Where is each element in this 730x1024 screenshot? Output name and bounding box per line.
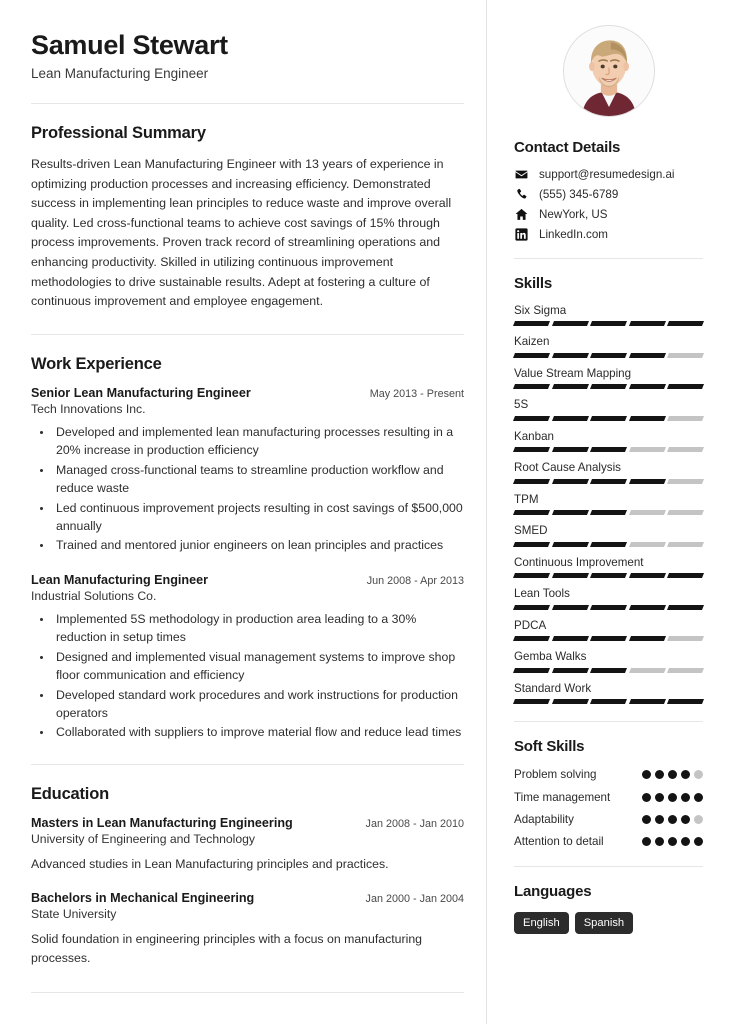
education-entry-degree: Bachelors in Mechanical Engineering <box>31 891 255 906</box>
skill-level-segment <box>552 447 589 452</box>
skill-level-segment <box>552 510 589 515</box>
soft-skills-divider <box>514 866 703 867</box>
skill-item <box>514 367 703 389</box>
skill-label: Continuous Improvement <box>514 555 644 569</box>
soft-skill-dot <box>642 815 651 824</box>
home-icon <box>514 208 528 221</box>
soft-skill-rating <box>642 767 703 779</box>
skill-item <box>514 524 703 546</box>
work-experience-heading: Work Experience <box>31 354 162 373</box>
education-entry-institution: University of Engineering and Technology <box>31 831 256 846</box>
skill-level-segment <box>629 384 666 389</box>
skill-label: Lean Tools <box>514 587 570 601</box>
skill-level-segment <box>552 573 589 578</box>
education-entry-date: Jan 2008 - Jan 2010 <box>365 817 464 830</box>
candidate-name: Samuel Stewart <box>31 30 228 60</box>
section-work-experience <box>31 355 464 742</box>
skill-level-segment <box>667 636 704 641</box>
work-entry-bullet: • Developed standard work procedures and work instructions for production operators <box>53 686 464 723</box>
contact-details-heading: Contact Details <box>514 139 621 156</box>
work-entry-date: Jun 2008 - Apr 2013 <box>366 574 464 587</box>
skill-level-segment <box>552 384 589 389</box>
section-soft-skills <box>514 738 703 849</box>
skill-label: Value Stream Mapping <box>514 366 632 380</box>
skill-level-segment <box>629 353 666 358</box>
skill-level-segment <box>590 636 627 641</box>
skill-level-segment <box>590 416 627 421</box>
skill-level-bar <box>514 384 703 389</box>
summary-divider <box>31 334 464 335</box>
skill-level-bar <box>514 479 703 484</box>
work-entry-organization: Tech Innovations Inc. <box>31 401 146 416</box>
skill-level-segment <box>590 510 627 515</box>
contact-divider <box>514 258 703 259</box>
work-entry-date: May 2013 - Present <box>369 387 464 400</box>
skill-level-segment <box>513 542 550 547</box>
candidate-job-title: Lean Manufacturing Engineer <box>31 66 209 82</box>
work-entry-bullet: • Implemented 5S methodology in production area leading to a 30% reduction in setup times <box>53 610 464 647</box>
contact-value: support@resumedesign.ai <box>539 168 675 181</box>
soft-skill-rating <box>642 812 703 824</box>
skill-level-segment <box>667 353 704 358</box>
skill-level-segment <box>513 479 550 484</box>
skill-label: Kaizen <box>514 335 550 349</box>
soft-skill-label: Problem solving <box>514 768 597 782</box>
soft-skill-dot <box>668 815 677 824</box>
skill-level-segment <box>552 321 589 326</box>
section-skills <box>514 275 703 704</box>
header-divider <box>31 103 464 104</box>
contact-row[interactable] <box>514 228 703 241</box>
skill-level-segment <box>667 510 704 515</box>
skill-level-segment <box>590 668 627 673</box>
skill-level-segment <box>667 479 704 484</box>
work-entry-bullet: • Designed and implemented visual management systems to improve shop floor communication and efficiency <box>53 648 464 685</box>
education-entry-date: Jan 2000 - Jan 2004 <box>365 893 464 906</box>
skill-level-segment <box>667 605 704 610</box>
skill-level-segment <box>590 479 627 484</box>
skill-item <box>514 619 703 641</box>
work-entry-role: Senior Lean Manufacturing Engineer <box>31 385 251 400</box>
soft-skills-heading: Soft Skills <box>514 738 585 756</box>
education-entry <box>31 891 464 967</box>
soft-skill-dot <box>655 793 664 802</box>
skill-level-segment <box>552 479 589 484</box>
skill-level-segment <box>629 416 666 421</box>
skill-label: SMED <box>514 524 548 538</box>
skill-label: Standard Work <box>514 681 592 695</box>
soft-skill-dot <box>642 793 651 802</box>
skill-level-bar <box>514 353 703 358</box>
skill-item <box>514 304 703 326</box>
work-entry-bullet: • Led continuous improvement projects resulting in cost savings of $500,000 annually <box>53 499 464 536</box>
skill-level-segment <box>629 573 666 578</box>
contact-row[interactable] <box>514 208 703 221</box>
skill-item <box>514 430 703 452</box>
skill-level-segment <box>667 384 704 389</box>
work-entry-header <box>31 573 464 587</box>
skill-level-segment <box>667 321 704 326</box>
skill-level-bar <box>514 321 703 326</box>
skill-level-segment <box>629 699 666 704</box>
section-education <box>31 785 464 967</box>
soft-skill-item <box>514 790 703 805</box>
skill-level-segment <box>513 353 550 358</box>
soft-skill-rating <box>642 834 703 846</box>
soft-skill-dot <box>668 793 677 802</box>
skill-level-segment <box>513 636 550 641</box>
skill-level-segment <box>629 447 666 452</box>
skill-level-segment <box>629 605 666 610</box>
education-entry-header <box>31 816 464 830</box>
soft-skill-dot <box>655 770 664 779</box>
soft-skill-dot <box>681 770 690 779</box>
skill-level-segment <box>513 447 550 452</box>
contact-value: LinkedIn.com <box>539 228 608 241</box>
skill-level-segment <box>590 573 627 578</box>
linkedin-icon <box>514 228 528 241</box>
skill-level-bar <box>514 510 703 515</box>
section-contact-details <box>514 139 703 241</box>
skill-level-bar <box>514 542 703 547</box>
skill-item <box>514 556 703 578</box>
skill-level-segment <box>552 636 589 641</box>
skill-level-segment <box>513 416 550 421</box>
skills-heading: Skills <box>514 275 552 292</box>
education-entry-description: Advanced studies in Lean Manufacturing principles and practices. <box>31 856 389 871</box>
soft-skill-dot <box>642 770 651 779</box>
profile-photo-illustration <box>564 26 654 116</box>
skill-level-segment <box>513 573 550 578</box>
work-entry-bullet: • Trained and mentored junior engineers on lean principles and practices <box>53 536 464 554</box>
skill-level-segment <box>629 321 666 326</box>
skill-label: Root Cause Analysis <box>514 461 621 475</box>
education-heading: Education <box>31 784 109 803</box>
soft-skill-label: Adaptability <box>514 812 574 826</box>
work-entry-bullet: • Developed and implemented lean manufacturing processes resulting in a 20% increase in production efficiency <box>53 423 464 460</box>
skill-level-segment <box>590 384 627 389</box>
education-entry-header <box>31 891 464 905</box>
contact-row[interactable] <box>514 188 703 201</box>
skill-level-bar <box>514 636 703 641</box>
skill-item <box>514 650 703 672</box>
skill-level-segment <box>667 699 704 704</box>
soft-skill-dot <box>642 837 651 846</box>
skill-level-bar <box>514 573 703 578</box>
soft-skill-dot <box>694 815 703 824</box>
skill-level-segment <box>552 353 589 358</box>
soft-skill-dot <box>668 770 677 779</box>
soft-skill-label: Attention to detail <box>514 835 604 849</box>
skill-level-segment <box>667 416 704 421</box>
skill-level-segment <box>629 510 666 515</box>
skill-item <box>514 493 703 515</box>
soft-skill-dot <box>694 770 703 779</box>
skill-level-segment <box>513 321 550 326</box>
skill-level-segment <box>552 542 589 547</box>
work-divider <box>31 764 464 765</box>
skill-level-segment <box>590 447 627 452</box>
contact-value: (555) 345-6789 <box>539 188 619 201</box>
skill-level-segment <box>513 510 550 515</box>
work-entry-header <box>31 386 464 400</box>
skill-level-segment <box>590 353 627 358</box>
soft-skill-dot <box>681 837 690 846</box>
skill-level-segment <box>552 605 589 610</box>
skills-divider <box>514 721 703 722</box>
skill-label: Kanban <box>514 429 554 443</box>
soft-skill-item <box>514 767 703 782</box>
languages-heading: Languages <box>514 883 592 901</box>
contact-value: NewYork, US <box>539 208 608 221</box>
skill-level-segment <box>513 668 550 673</box>
work-entry-role: Lean Manufacturing Engineer <box>31 572 209 587</box>
soft-skill-dot <box>694 793 703 802</box>
soft-skill-label: Time management <box>514 790 611 804</box>
work-entry <box>31 386 464 555</box>
skill-level-segment <box>590 699 627 704</box>
education-entry <box>31 816 464 873</box>
skill-level-segment <box>667 447 704 452</box>
skill-level-segment <box>667 542 704 547</box>
professional-summary-heading: Professional Summary <box>31 124 206 143</box>
skill-level-segment <box>513 384 550 389</box>
education-entry-list <box>31 816 464 967</box>
section-languages <box>514 883 703 934</box>
skill-level-bar <box>514 668 703 673</box>
skills-list <box>514 304 703 704</box>
skill-item <box>514 587 703 609</box>
education-entry-institution: State University <box>31 907 117 922</box>
skill-level-segment <box>552 668 589 673</box>
section-professional-summary <box>31 124 464 312</box>
skill-level-segment <box>590 321 627 326</box>
work-entry-list <box>31 386 464 742</box>
professional-summary-text: Results-driven Lean Manufacturing Engineer with 13 years of experience in optimizing production processes and increasing efficiency. Demonstrated success in implementing lean principles to reduce waste and improve overall quality. Led cross-functional teams to achieve cost savings of 15% through process improvements. Proven track record of streamlining operations and enhancing productivity. Skilled in utilizing continuous improvement methodologies to drive sustainable results. Adept at fostering a culture of continuous improvement and employee engagement. <box>31 157 452 309</box>
skill-item <box>514 682 703 704</box>
contact-list <box>514 168 703 241</box>
work-entry <box>31 573 464 742</box>
skill-label: 5S <box>514 398 529 412</box>
soft-skill-dot <box>694 837 703 846</box>
phone-icon <box>514 188 528 201</box>
avatar <box>563 25 655 117</box>
work-entry-bullets <box>31 423 464 555</box>
skill-level-segment <box>552 699 589 704</box>
soft-skill-dot <box>681 793 690 802</box>
work-entry-bullets <box>31 610 464 742</box>
soft-skill-dot <box>655 837 664 846</box>
skill-level-segment <box>667 668 704 673</box>
skill-label: PDCA <box>514 618 547 632</box>
sidebar-column <box>487 0 730 1024</box>
skill-item <box>514 398 703 420</box>
skill-level-segment <box>590 605 627 610</box>
contact-row[interactable] <box>514 168 703 181</box>
soft-skill-dot <box>655 815 664 824</box>
skill-level-bar <box>514 605 703 610</box>
language-tag: English <box>514 912 569 934</box>
education-divider <box>31 992 464 993</box>
work-entry-bullet: • Managed cross-functional teams to streamline production workflow and reduce waste <box>53 461 464 498</box>
soft-skill-rating <box>642 790 703 802</box>
work-entry-organization: Industrial Solutions Co. <box>31 588 157 603</box>
avatar-container <box>514 25 703 117</box>
work-entry-bullet: • Collaborated with suppliers to improve material flow and reduce lead times <box>53 723 464 741</box>
skill-level-bar <box>514 699 703 704</box>
skill-label: TPM <box>514 492 539 506</box>
education-entry-description: Solid foundation in engineering principles with a focus on manufacturing processes. <box>31 932 423 965</box>
soft-skill-item <box>514 834 703 849</box>
skill-level-segment <box>552 416 589 421</box>
skill-level-segment <box>629 542 666 547</box>
education-entry-degree: Masters in Lean Manufacturing Engineering <box>31 815 293 830</box>
soft-skill-dot <box>681 815 690 824</box>
skill-level-bar <box>514 447 703 452</box>
skill-item <box>514 461 703 483</box>
skill-label: Six Sigma <box>514 304 567 317</box>
envelope-icon <box>514 168 528 181</box>
language-tag: Spanish <box>575 912 633 934</box>
skill-level-segment <box>629 479 666 484</box>
skill-level-segment <box>667 573 704 578</box>
skill-level-segment <box>513 605 550 610</box>
languages-list <box>514 912 703 934</box>
skill-level-bar <box>514 416 703 421</box>
header-block <box>31 30 464 81</box>
soft-skill-dot <box>668 837 677 846</box>
skill-level-segment <box>590 542 627 547</box>
skill-level-segment <box>629 636 666 641</box>
skill-item <box>514 335 703 357</box>
soft-skill-item <box>514 812 703 827</box>
skill-label: Gemba Walks <box>514 650 587 664</box>
skill-level-segment <box>513 699 550 704</box>
soft-skills-list <box>514 767 703 849</box>
skill-level-segment <box>629 668 666 673</box>
